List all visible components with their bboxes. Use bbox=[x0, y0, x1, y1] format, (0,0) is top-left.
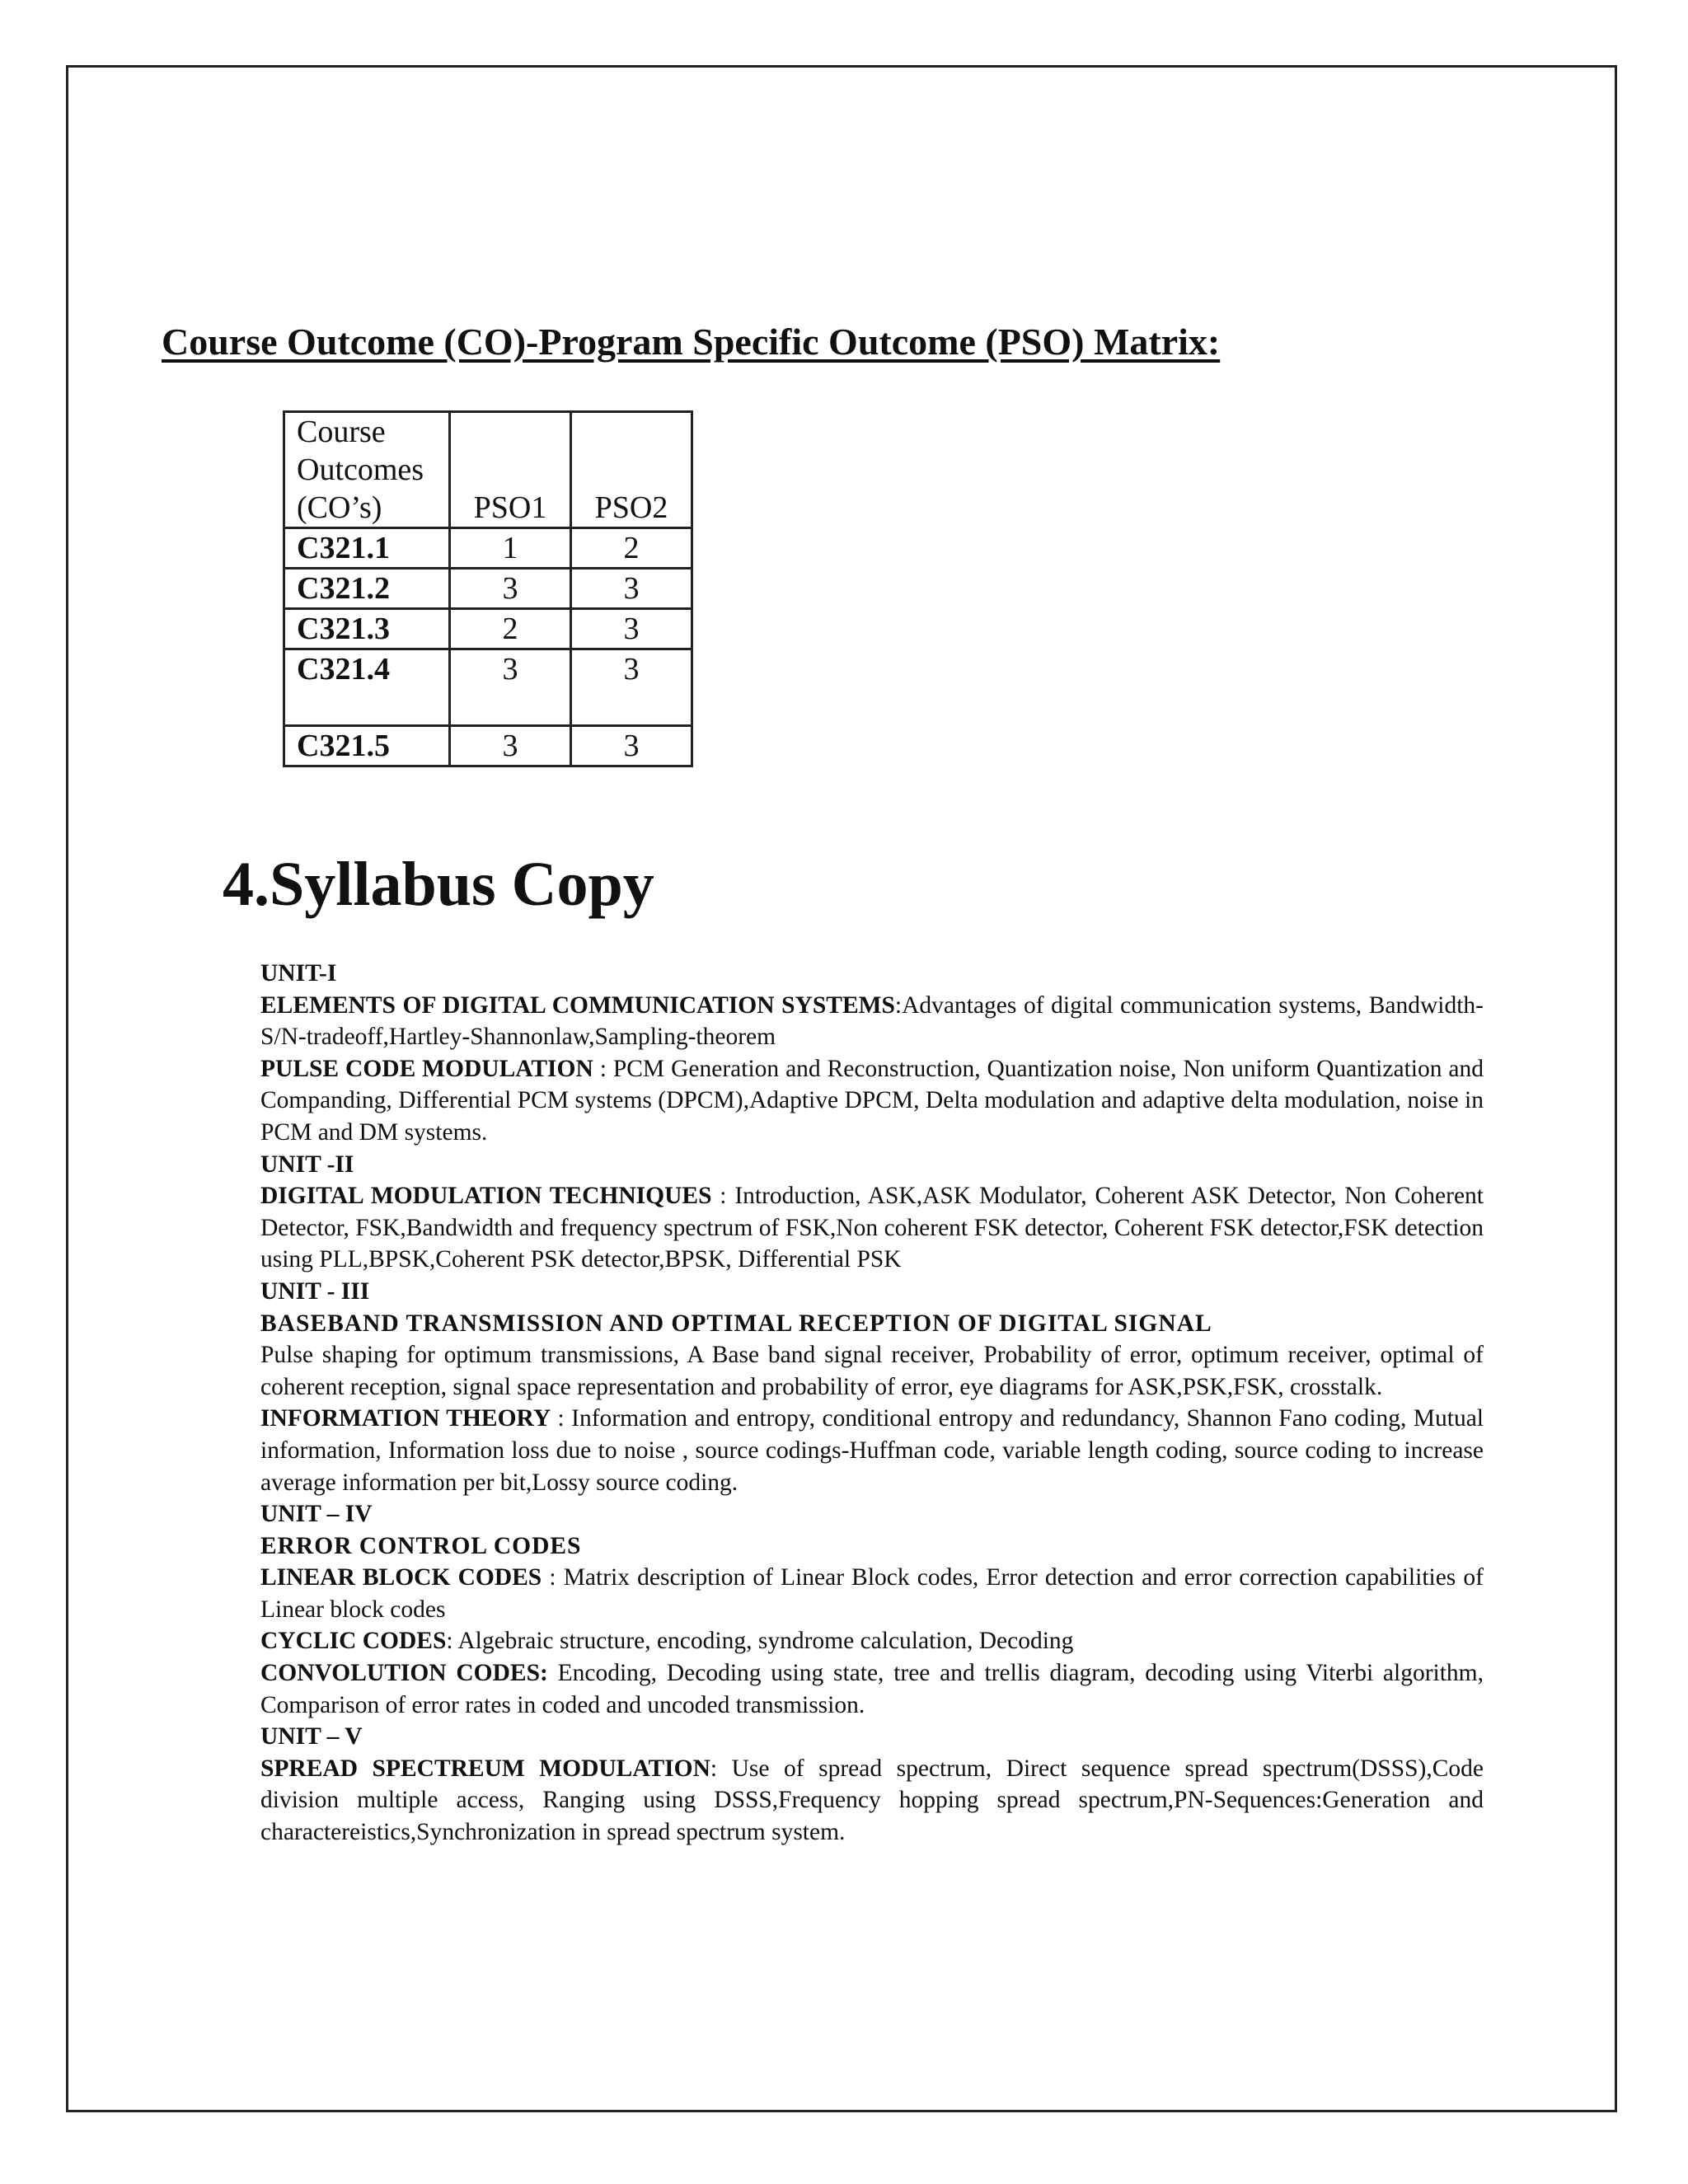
pso2-cell: 3 bbox=[571, 569, 692, 609]
unit-label: UNIT -II bbox=[260, 1151, 354, 1178]
topic-paragraph bbox=[260, 1657, 1484, 1721]
topic-heading: CYCLIC CODES bbox=[260, 1628, 447, 1655]
header-pso2: PSO2 bbox=[571, 412, 692, 528]
pso2-cell: 3 bbox=[571, 649, 692, 726]
topic-paragraph bbox=[260, 990, 1484, 1053]
table-header-row bbox=[284, 412, 692, 528]
topic-text: : Matrix description of Linear Block codes, Error detection and error correction capabilities of Linear block codes bbox=[260, 1564, 1484, 1623]
table-row bbox=[284, 609, 692, 649]
topic-paragraph bbox=[260, 1562, 1484, 1625]
topic-heading: BASEBAND TRANSMISSION AND OPTIMAL RECEPTION OF DIGITAL SIGNAL bbox=[260, 1310, 1212, 1337]
table-row bbox=[284, 726, 692, 766]
topic-text: :Advantages of digital communication systems, Bandwidth-S/N-tradeoff,Hartley-Shannonlaw,Sampling-theorem bbox=[260, 991, 1484, 1051]
co-cell: C321.1 bbox=[284, 528, 450, 569]
co-cell: C321.4 bbox=[284, 649, 450, 726]
table-row bbox=[284, 649, 692, 726]
section-heading: ERROR CONTROL CODES bbox=[260, 1532, 582, 1559]
topic-text: : Introduction, ASK,ASK Modulator, Coherent ASK Detector, Non Coherent Detector, FSK,Bandwidth and frequency spectrum of FSK,Non coherent FSK detector, Coherent FSK detector,FSK detection using PLL,BPSK,Coherent PSK detector,BPSK, Differential PSK bbox=[260, 1183, 1484, 1273]
syllabus-heading: 4.Syllabus Copy bbox=[223, 850, 654, 919]
topic-heading: ELEMENTS OF DIGITAL COMMUNICATION SYSTEMS bbox=[260, 991, 895, 1019]
topic-heading: CONVOLUTION CODES: bbox=[260, 1660, 548, 1687]
topic-heading: INFORMATION THEORY bbox=[260, 1405, 551, 1432]
topic-heading: LINEAR BLOCK CODES bbox=[260, 1564, 542, 1591]
co-pso-matrix-table bbox=[283, 410, 693, 767]
topic-heading: PULSE CODE MODULATION bbox=[260, 1055, 593, 1082]
topic-text: Encoding, Decoding using state, tree and trellis diagram, decoding using Viterbi algorithm, Comparison of error rates in coded and uncoded transmission. bbox=[260, 1660, 1484, 1718]
header-pso1: PSO1 bbox=[450, 412, 571, 528]
co-cell: C321.3 bbox=[284, 609, 450, 649]
topic-text: : PCM Generation and Reconstruction, Quantization noise, Non uniform Quantization and Companding, Differential PCM systems (DPCM),Adaptive DPCM, Delta modulation and adaptive delta modulation, noise in PCM and DM systems. bbox=[260, 1055, 1484, 1146]
topic-paragraph bbox=[260, 1625, 1484, 1657]
unit-label: UNIT – V bbox=[260, 1723, 363, 1750]
co-cell: C321.2 bbox=[284, 569, 450, 609]
pso2-cell: 3 bbox=[571, 726, 692, 766]
header-line: (CO’s) bbox=[297, 490, 382, 525]
header-line: Outcomes bbox=[297, 452, 424, 487]
pso1-cell: 3 bbox=[450, 569, 571, 609]
pso1-cell: 3 bbox=[450, 649, 571, 726]
header-line: Course bbox=[297, 415, 386, 449]
topic-text: : Algebraic structure, encoding, syndrome calculation, Decoding bbox=[446, 1628, 1074, 1655]
table-row bbox=[284, 528, 692, 569]
topic-paragraph bbox=[260, 1403, 1484, 1498]
topic-heading: DIGITAL MODULATION TECHNIQUES bbox=[260, 1183, 712, 1210]
pso1-cell: 2 bbox=[450, 609, 571, 649]
topic-text: Pulse shaping for optimum transmissions, A Base band signal receiver, Probability of error, optimum receiver, optimal of coherent reception, signal space representation and probability of error, eye diagrams for ASK,PSK,FSK, crosstalk. bbox=[260, 1342, 1484, 1400]
pso1-cell: 1 bbox=[450, 528, 571, 569]
unit-label: UNIT-I bbox=[260, 960, 337, 987]
topic-text: : Use of spread spectrum, Direct sequence spread spectrum(DSSS),Code division multiple access, Ranging using DSSS,Frequency hopping spread spectrum,PN-Sequences:Generation and charactereistics,Synchronization in spread spectrum system. bbox=[260, 1755, 1484, 1846]
matrix-title: Course Outcome (CO)-Program Specific Outcome (PSO) Matrix: bbox=[162, 321, 1221, 363]
topic-paragraph bbox=[260, 1180, 1484, 1276]
topic-text: : Information and entropy, conditional entropy and redundancy, Shannon Fano coding, Mutual information, Information loss due to noise , source codings-Huffman code, variable length coding, source coding to increase average information per bit,Lossy source coding. bbox=[260, 1405, 1484, 1496]
unit-label: UNIT - III bbox=[260, 1277, 370, 1305]
syllabus-body bbox=[260, 958, 1484, 1849]
topic-paragraph bbox=[260, 1753, 1484, 1849]
header-course-outcomes bbox=[284, 412, 450, 528]
co-cell: C321.5 bbox=[284, 726, 450, 766]
topic-paragraph bbox=[260, 1053, 1484, 1149]
table-row bbox=[284, 569, 692, 609]
pso1-cell: 3 bbox=[450, 726, 571, 766]
pso2-cell: 3 bbox=[571, 609, 692, 649]
topic-heading: SPREAD SPECTREUM MODULATION bbox=[260, 1755, 710, 1782]
unit-label: UNIT – IV bbox=[260, 1501, 373, 1528]
pso2-cell: 2 bbox=[571, 528, 692, 569]
